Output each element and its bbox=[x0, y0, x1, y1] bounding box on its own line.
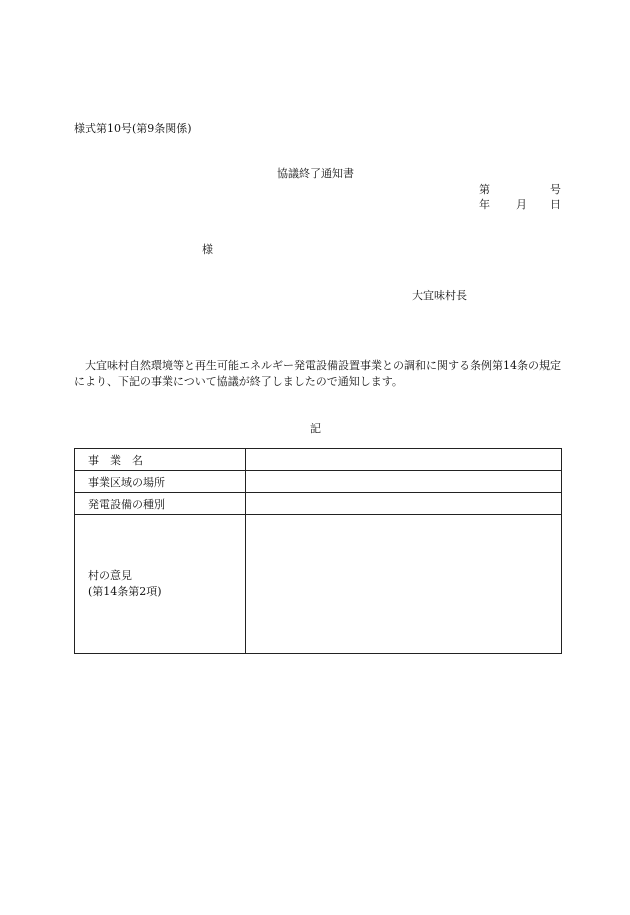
village-opinion-label bbox=[75, 515, 246, 654]
reference-number-suffix: 号 bbox=[550, 183, 561, 196]
village-opinion-clause: (第14条第2項) bbox=[88, 585, 162, 598]
notice-body-text: 大宜味村自然環境等と再生可能エネルギー発電設備設置事業との調和に関する条例第14条の規定により、下記の事業について協議が終了しましたので通知します。 bbox=[74, 359, 561, 388]
table-row bbox=[75, 493, 562, 515]
table-row bbox=[75, 471, 562, 493]
form-number: 様式第10号(第9条関係) bbox=[74, 122, 192, 135]
date-day-label: 日 bbox=[550, 198, 561, 211]
date-month-label: 月 bbox=[516, 198, 527, 211]
village-opinion-title: 村の意見 bbox=[88, 569, 132, 582]
table-row bbox=[75, 449, 562, 471]
document-title: 協議終了通知書 bbox=[277, 167, 354, 180]
reference-number-prefix: 第 bbox=[479, 183, 490, 196]
project-name-label: 事 業 名 bbox=[75, 449, 246, 471]
equipment-type-field[interactable] bbox=[246, 493, 562, 515]
project-location-label: 事業区域の場所 bbox=[75, 471, 246, 493]
equipment-type-label: 発電設備の種別 bbox=[75, 493, 246, 515]
date-year-label: 年 bbox=[479, 198, 490, 211]
village-opinion-field[interactable] bbox=[246, 515, 562, 654]
addressee-honorific: 様 bbox=[202, 243, 213, 256]
project-details-table bbox=[74, 448, 562, 654]
table-row bbox=[75, 515, 562, 654]
sender-name: 大宜味村長 bbox=[412, 289, 467, 302]
ki-heading: 記 bbox=[310, 422, 321, 435]
project-name-field[interactable] bbox=[246, 449, 562, 471]
project-location-field[interactable] bbox=[246, 471, 562, 493]
